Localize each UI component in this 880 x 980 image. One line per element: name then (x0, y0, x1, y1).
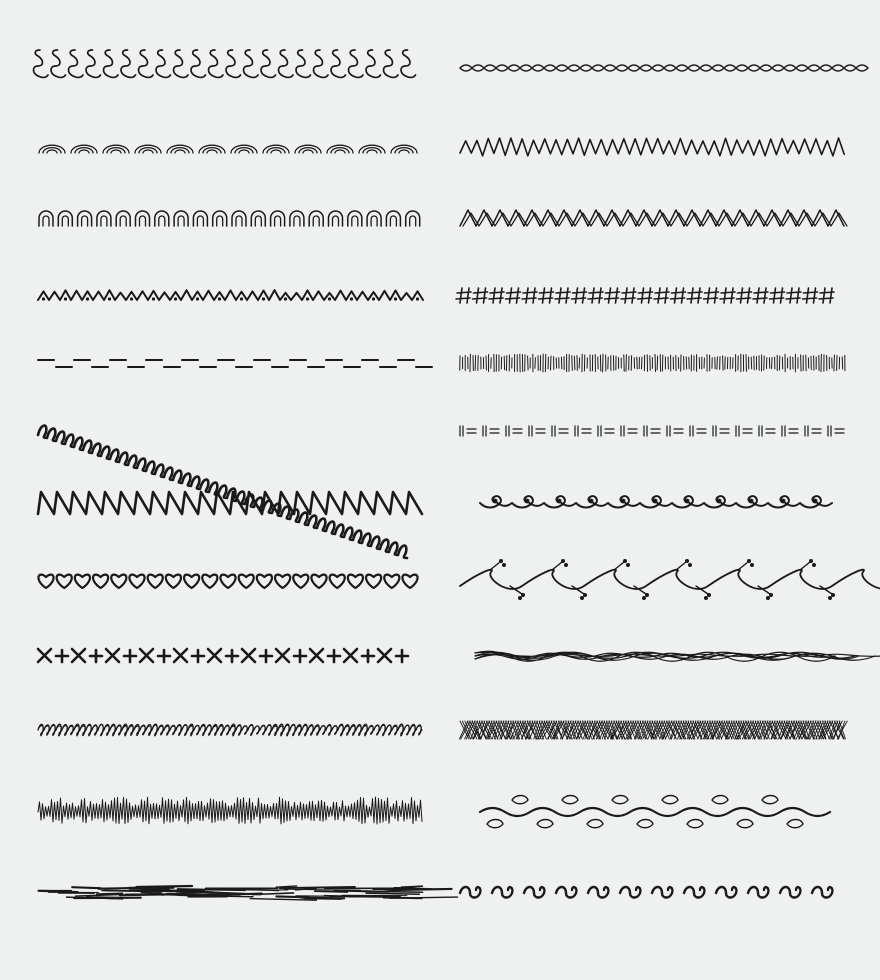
arch-inner (217, 216, 223, 226)
arch-inner (197, 216, 203, 226)
arch-outer (155, 211, 169, 226)
equals-bars (674, 429, 683, 433)
tick-pair (828, 426, 831, 436)
hash-mark (819, 288, 834, 303)
curl-dot (493, 499, 498, 504)
berry (564, 563, 568, 567)
border-crosshatch-scribble (459, 721, 847, 739)
leaf-shape (487, 820, 503, 828)
border-leaf-vine (480, 796, 830, 828)
arch-outer (116, 211, 130, 226)
s-loop-stroke (86, 50, 101, 77)
arch-inner (43, 216, 49, 226)
leaf-shape (787, 820, 803, 828)
s-loop-stroke (209, 50, 224, 77)
heart-shape (111, 575, 126, 588)
arch-outer (271, 211, 285, 226)
border-scribble-loops (38, 724, 422, 736)
arch-inner (410, 216, 416, 226)
hatch-stroke (335, 891, 389, 892)
arch-outer (39, 211, 53, 226)
hatch-stroke (97, 893, 123, 894)
s-loop-stroke (401, 50, 416, 77)
curl-dot (557, 499, 562, 504)
hash-mark (786, 288, 801, 303)
hash-mark (687, 288, 702, 303)
curl-dot (685, 499, 690, 504)
leaf-shape (687, 820, 703, 828)
zigzag-dot (284, 297, 287, 300)
border-zigzag-dotted (38, 290, 423, 300)
arch-inner (82, 216, 88, 226)
curl-dot (813, 499, 818, 504)
heart-shape (257, 575, 272, 588)
leaf-shape (537, 820, 553, 828)
berry (809, 559, 813, 563)
hash-mark (539, 288, 554, 303)
x-mark (276, 649, 289, 662)
border-vertical-hatch (460, 354, 845, 372)
equals-bars (467, 429, 476, 433)
hatch-stroke (401, 886, 422, 887)
s-wave (812, 887, 832, 898)
arch-outer (213, 211, 227, 226)
s-wave (620, 887, 640, 898)
hash-mark (654, 288, 669, 303)
curl-dot (717, 499, 722, 504)
curl-dot (749, 499, 754, 504)
heart-shape (293, 575, 308, 588)
plus-mark (192, 650, 204, 662)
plus-mark (56, 650, 68, 662)
berry (769, 593, 773, 597)
s-loop-stroke (331, 50, 346, 77)
x-mark (38, 649, 51, 662)
rainbow-arc (367, 150, 377, 153)
s-loop-stroke (366, 50, 381, 77)
leaf-shape (712, 796, 728, 804)
hatch-stroke (141, 892, 161, 893)
equals-bars (697, 429, 706, 433)
berry (580, 596, 584, 600)
tick-pair (644, 426, 647, 436)
heart-shape (75, 575, 90, 588)
s-wave (780, 887, 800, 898)
border-column-right (456, 65, 880, 898)
s-wave (716, 887, 736, 898)
tick-pair (690, 426, 693, 436)
berry (688, 563, 692, 567)
hash-mark (704, 288, 719, 303)
arch-inner (275, 216, 281, 226)
arch-inner (120, 216, 126, 226)
tick-pair (667, 426, 670, 436)
arch-inner (255, 216, 261, 226)
tick-pair (736, 426, 739, 436)
tick-pair (782, 426, 785, 436)
heart-shape (402, 575, 417, 588)
s-loop-stroke (244, 50, 259, 77)
s-wave (684, 887, 704, 898)
plus-mark (328, 650, 340, 662)
zigzag-dot (394, 297, 397, 300)
border-x-plus-chain (38, 649, 408, 662)
s-loop-stroke (314, 50, 329, 77)
s-loop-stroke (104, 50, 119, 77)
hash-mark (555, 288, 570, 303)
heart-shape (166, 575, 181, 588)
equals-bars (628, 429, 637, 433)
x-mark (378, 649, 391, 662)
rainbow-arc (239, 150, 249, 153)
heart-shape (202, 575, 217, 588)
berry (685, 559, 689, 563)
arch-inner (62, 216, 68, 226)
zigzag-dot (372, 297, 375, 300)
leaf-shape (737, 820, 753, 828)
arch-outer (386, 211, 400, 226)
arch-outer (309, 211, 323, 226)
arch-outer (251, 211, 265, 226)
s-wave (748, 887, 768, 898)
hash-mark (737, 288, 752, 303)
s-loop-stroke (261, 50, 276, 77)
berry (642, 596, 646, 600)
arch-inner (178, 216, 184, 226)
rainbow-arc (47, 150, 57, 153)
curl-dot (781, 499, 786, 504)
arch-outer (78, 211, 92, 226)
tick-pair (759, 426, 762, 436)
berry (747, 559, 751, 563)
equals-bars (513, 429, 522, 433)
border-loops-s (34, 50, 416, 77)
berry (583, 593, 587, 597)
equals-bars (582, 429, 591, 433)
zigzag-dot (42, 297, 45, 300)
s-loop-stroke (279, 50, 294, 77)
hash-mark (720, 288, 735, 303)
hash-mark (770, 288, 785, 303)
hash-mark (572, 288, 587, 303)
twist-strand-b (460, 65, 868, 71)
rainbow-arc (79, 150, 89, 153)
arch-outer (348, 211, 362, 226)
border-twisted-rope (460, 65, 868, 71)
s-loop-stroke (121, 50, 136, 77)
heart-shape (366, 575, 381, 588)
equals-bars (605, 429, 614, 433)
curl-dot (525, 499, 530, 504)
plus-mark (124, 650, 136, 662)
arch-inner (159, 216, 165, 226)
tick-pair (529, 426, 532, 436)
zigzag-outer (460, 210, 844, 226)
tick-pair (713, 426, 716, 436)
border-berry-vine (460, 559, 880, 600)
curl-dot (621, 499, 626, 504)
rainbow-arc (303, 150, 313, 153)
berry (645, 593, 649, 597)
x-mark (140, 649, 153, 662)
hatch-stroke (137, 886, 192, 887)
berry (521, 593, 525, 597)
tick-pair (552, 426, 555, 436)
equals-bars (536, 429, 545, 433)
curl-dot (589, 499, 594, 504)
zigzag-dot (64, 297, 67, 300)
zigzag-dot (350, 297, 353, 300)
equals-bars (812, 429, 821, 433)
zigzag-dot (240, 297, 243, 300)
hatch-stroke (280, 887, 355, 888)
tick-pair (483, 426, 486, 436)
hatch-stroke (366, 893, 419, 894)
heart-shape (184, 575, 199, 588)
equals-bars (720, 429, 729, 433)
rainbow-arc (271, 150, 281, 153)
plus-mark (294, 650, 306, 662)
plus-mark (90, 650, 102, 662)
berry (828, 596, 832, 600)
border-zigzag-bold (38, 492, 422, 514)
arch-outer (97, 211, 111, 226)
border-column-left (34, 50, 458, 900)
border-curl-swirls (480, 496, 832, 507)
heart-shape (239, 575, 254, 588)
arch-inner (101, 216, 107, 226)
border-hash-cross (456, 288, 834, 303)
leaf-shape (512, 796, 528, 804)
arch-outer (406, 211, 420, 226)
s-loop-stroke (51, 50, 66, 77)
plus-mark (158, 650, 170, 662)
hash-mark (473, 288, 488, 303)
hatch-stroke (191, 894, 218, 895)
equals-bars (559, 429, 568, 433)
zigzag-dot (328, 297, 331, 300)
heart-shape (93, 575, 108, 588)
s-wave (492, 887, 512, 898)
arch-inner (390, 216, 396, 226)
plus-mark (260, 650, 272, 662)
equals-bars (835, 429, 844, 433)
plus-mark (396, 650, 408, 662)
berry (812, 563, 816, 567)
s-wave (524, 887, 544, 898)
heart-shape (38, 575, 53, 588)
s-loop-stroke (34, 50, 49, 77)
arch-inner (140, 216, 146, 226)
border-zigzag-double (460, 210, 847, 226)
equals-bars (743, 429, 752, 433)
hatch-stroke (105, 891, 175, 892)
tick-pair (598, 426, 601, 436)
equals-bars (651, 429, 660, 433)
coil-line (38, 426, 407, 558)
berry (766, 596, 770, 600)
hash-mark (803, 288, 818, 303)
s-loop-stroke (349, 50, 364, 77)
arch-outer (193, 211, 207, 226)
x-mark (208, 649, 221, 662)
border-dense-zigzag (38, 797, 422, 824)
leaf-shape (562, 796, 578, 804)
heart-shape (348, 575, 363, 588)
border-zigzag-thin (460, 138, 844, 156)
berry (704, 596, 708, 600)
border-hearts-chain (38, 575, 417, 588)
hatch-stroke (304, 898, 341, 899)
border-rainbow-arcs (39, 145, 417, 153)
rainbow-arc (335, 150, 345, 153)
border-equals-ticks (460, 426, 844, 436)
s-wave (556, 887, 576, 898)
tick-pair (575, 426, 578, 436)
hash-mark (671, 288, 686, 303)
zigzag-bold-line (38, 492, 422, 514)
zigzag-dot (130, 297, 133, 300)
zigzag-dot (152, 297, 155, 300)
hash-mark (638, 288, 653, 303)
arch-outer (232, 211, 246, 226)
tick-pair (805, 426, 808, 436)
s-loop-stroke (156, 50, 171, 77)
zigzag-dot (218, 297, 221, 300)
heart-shape (311, 575, 326, 588)
x-mark (310, 649, 323, 662)
hash-mark (753, 288, 768, 303)
rainbow-arc (207, 150, 217, 153)
equals-bars (789, 429, 798, 433)
leaf-shape (612, 796, 628, 804)
arch-inner (294, 216, 300, 226)
hatch-stroke (144, 888, 173, 889)
zigzag-dot (86, 297, 89, 300)
tick-pair (621, 426, 624, 436)
border-scallop-arches (39, 211, 420, 226)
zigzag-dot (196, 297, 199, 300)
arch-inner (352, 216, 358, 226)
x-mark (106, 649, 119, 662)
zigzag-thin-line (460, 138, 844, 156)
zigzag-dot (174, 297, 177, 300)
berry (561, 559, 565, 563)
berry (750, 563, 754, 567)
rainbow-arc (111, 150, 121, 153)
zigzag-line (38, 290, 423, 300)
arch-inner (333, 216, 339, 226)
dense-zigzag-line (38, 797, 422, 824)
hash-mark (506, 288, 521, 303)
s-loop-stroke (69, 50, 84, 77)
s-wave (652, 887, 672, 898)
heart-shape (148, 575, 163, 588)
s-loop-stroke (296, 50, 311, 77)
vine-stem (460, 570, 880, 589)
s-loop-stroke (384, 50, 399, 77)
berry (626, 563, 630, 567)
heart-shape (220, 575, 235, 588)
s-loop-stroke (174, 50, 189, 77)
hash-mark (489, 288, 504, 303)
arch-inner (371, 216, 377, 226)
leaf-shape (662, 796, 678, 804)
tick-pair (460, 426, 463, 436)
s-loop-stroke (191, 50, 206, 77)
s-loop-stroke (226, 50, 241, 77)
hash-mark (456, 288, 471, 303)
arch-outer (367, 211, 381, 226)
arch-outer (290, 211, 304, 226)
leaf-vine-stem (480, 808, 830, 816)
rainbow-arc (143, 150, 153, 153)
arch-outer (58, 211, 72, 226)
x-mark (174, 649, 187, 662)
border-dashes-double (38, 360, 432, 367)
s-loop-stroke (139, 50, 154, 77)
plus-mark (362, 650, 374, 662)
border-coil-loops (38, 426, 407, 558)
heart-shape (275, 575, 290, 588)
berry (831, 593, 835, 597)
s-wave (588, 887, 608, 898)
x-mark (344, 649, 357, 662)
x-mark (242, 649, 255, 662)
hatch-stroke (39, 891, 78, 892)
leaf-shape (587, 820, 603, 828)
arch-outer (329, 211, 343, 226)
border-s-wave-chain (460, 887, 832, 898)
equals-bars (766, 429, 775, 433)
arch-inner (313, 216, 319, 226)
tick-pair (506, 426, 509, 436)
heart-shape (330, 575, 345, 588)
arch-outer (174, 211, 188, 226)
heart-shape (57, 575, 72, 588)
arch-outer (136, 211, 150, 226)
zigzag-dot (262, 297, 265, 300)
hash-mark (522, 288, 537, 303)
berry (502, 563, 506, 567)
heart-shape (384, 575, 399, 588)
berry (623, 559, 627, 563)
s-wave (460, 887, 480, 898)
zigzag-dot (306, 297, 309, 300)
berry (499, 559, 503, 563)
zigzag-dot (416, 297, 419, 300)
rainbow-arc (399, 150, 409, 153)
arch-inner (236, 216, 242, 226)
berry (707, 593, 711, 597)
rainbow-arc (175, 150, 185, 153)
hash-mark (588, 288, 603, 303)
hash-mark (605, 288, 620, 303)
x-mark (72, 649, 85, 662)
plus-mark (226, 650, 238, 662)
leaf-shape (762, 796, 778, 804)
berry (518, 596, 522, 600)
curl-dot (653, 499, 658, 504)
heart-shape (129, 575, 144, 588)
border-hatch-smudge (39, 886, 458, 900)
equals-bars (490, 429, 499, 433)
zigzag-dot (108, 297, 111, 300)
leaf-shape (637, 820, 653, 828)
hash-mark (621, 288, 636, 303)
border-wavy-strands (475, 651, 880, 661)
